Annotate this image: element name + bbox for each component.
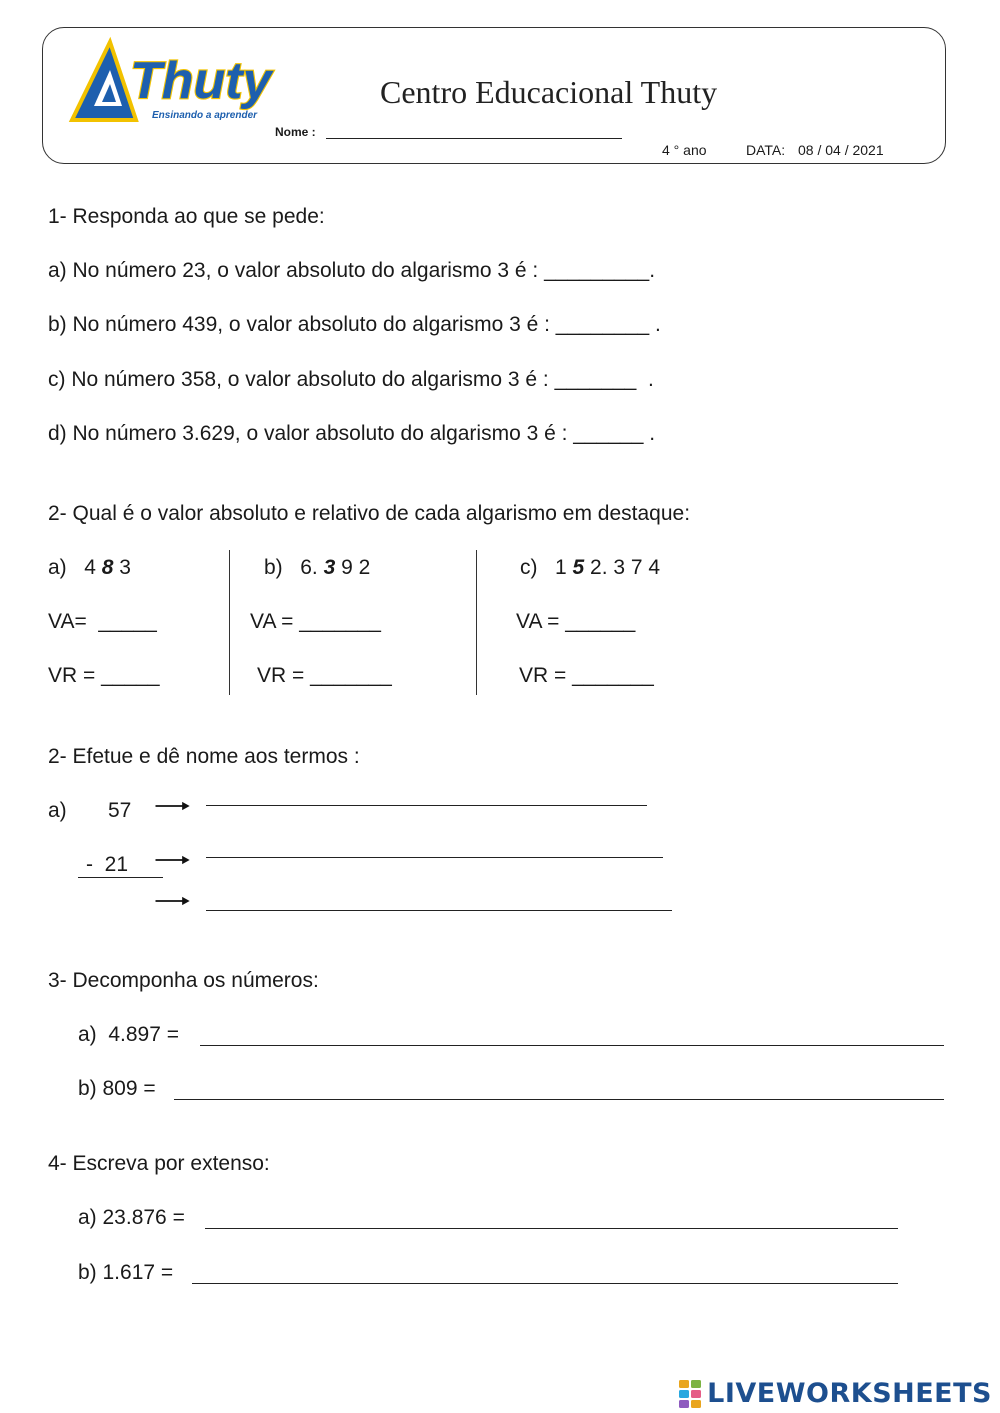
- q2-col-a-vr[interactable]: VR = _____: [48, 664, 160, 687]
- q3-item-b-input[interactable]: [174, 1099, 944, 1100]
- q3-title: 3- Decomponha os números:: [48, 969, 319, 992]
- q2-col-b-vr[interactable]: VR = _______: [257, 664, 392, 687]
- q4-item-b-label: b) 1.617 =: [78, 1261, 174, 1284]
- q2b-answer-line-subtrahend[interactable]: [206, 857, 663, 858]
- q2-col-c-number: [520, 557, 660, 578]
- arrow-right-icon: [152, 855, 194, 865]
- grade-label: 4 ° ano: [662, 142, 707, 158]
- q2b-subtraction-bar: [78, 877, 163, 878]
- q2-col-a-post: 3: [113, 556, 131, 579]
- nome-label: Nome :: [275, 125, 316, 139]
- q3-item-a-label: a) 4.897 =: [78, 1023, 179, 1046]
- q2-col-a-va[interactable]: VA= _____: [48, 610, 157, 633]
- q2-divider-1: [229, 550, 230, 695]
- q2-col-a-number: [48, 557, 131, 578]
- q1-item-c[interactable]: c) No número 358, o valor absoluto do algarismo 3 é : _______ .: [48, 368, 654, 391]
- q2-col-c-post: 2. 3 7 4: [584, 556, 661, 579]
- q1-title: 1- Responda ao que se pede:: [48, 205, 325, 228]
- date-label: DATA:: [746, 142, 786, 158]
- q2b-title: 2- Efetue e dê nome aos termos :: [48, 745, 360, 768]
- q3-item-b-label: b) 809 =: [78, 1077, 156, 1100]
- q2-col-b-label: b): [264, 556, 283, 579]
- q4-item-a-label: a) 23.876 =: [78, 1206, 185, 1229]
- logo-text: Thuty: [130, 52, 272, 110]
- q2-col-a-pre: 4: [84, 556, 102, 579]
- q2-col-a-highlight: 8: [101, 556, 114, 579]
- q2-col-b-post: 9 2: [335, 556, 371, 579]
- arrow-right-icon: [152, 801, 194, 811]
- q2-col-c-va[interactable]: VA = ______: [516, 610, 636, 633]
- q2-col-b-pre: 6.: [300, 556, 324, 579]
- q1-item-d[interactable]: d) No número 3.629, o valor absoluto do algarismo 3 é : ______ .: [48, 422, 656, 445]
- thuty-logo: [66, 36, 298, 128]
- q2b-subtrahend: - 21: [86, 853, 129, 876]
- logo-tagline: Ensinando a aprender: [152, 110, 258, 121]
- liveworksheets-brand: [679, 1378, 992, 1409]
- q2b-label: a): [48, 799, 67, 822]
- thuty-logo-mark: [66, 36, 298, 128]
- q2-col-c-vr[interactable]: VR = _______: [519, 664, 654, 687]
- q2b-answer-line-minuend[interactable]: [206, 805, 647, 806]
- q2-col-a-label: a): [48, 556, 67, 579]
- q2-col-b-highlight: 3: [323, 556, 336, 579]
- q3-item-a-input[interactable]: [200, 1045, 944, 1046]
- date-value: 08 / 04 / 2021: [798, 142, 884, 158]
- q4-item-a-input[interactable]: [205, 1228, 898, 1229]
- q1-item-a[interactable]: a) No número 23, o valor absoluto do algarismo 3 é : _________.: [48, 259, 656, 282]
- q2-col-c-pre: 1: [555, 556, 573, 579]
- q4-item-b-input[interactable]: [192, 1283, 898, 1284]
- q4-title: 4- Escreva por extenso:: [48, 1152, 270, 1175]
- liveworksheets-logo-icon: [679, 1380, 703, 1408]
- q2-divider-2: [476, 550, 477, 695]
- q2b-answer-line-difference[interactable]: [206, 910, 672, 911]
- q1-item-b[interactable]: b) No número 439, o valor absoluto do algarismo 3 é : ________ .: [48, 313, 661, 336]
- school-name: Centro Educacional Thuty: [380, 74, 718, 110]
- nome-input-line[interactable]: [326, 138, 622, 139]
- liveworksheets-text: LIVEWORKSHEETS: [707, 1378, 992, 1409]
- q2-col-c-label: c): [520, 556, 538, 579]
- q2-col-b-number: [264, 557, 370, 578]
- q2-title: 2- Qual é o valor absoluto e relativo de cada algarismo em destaque:: [48, 502, 691, 525]
- q2b-minuend: 57: [108, 799, 132, 822]
- q2-col-b-va[interactable]: VA = _______: [250, 610, 381, 633]
- arrow-right-icon: [152, 896, 194, 906]
- q2-col-c-highlight: 5: [572, 556, 585, 579]
